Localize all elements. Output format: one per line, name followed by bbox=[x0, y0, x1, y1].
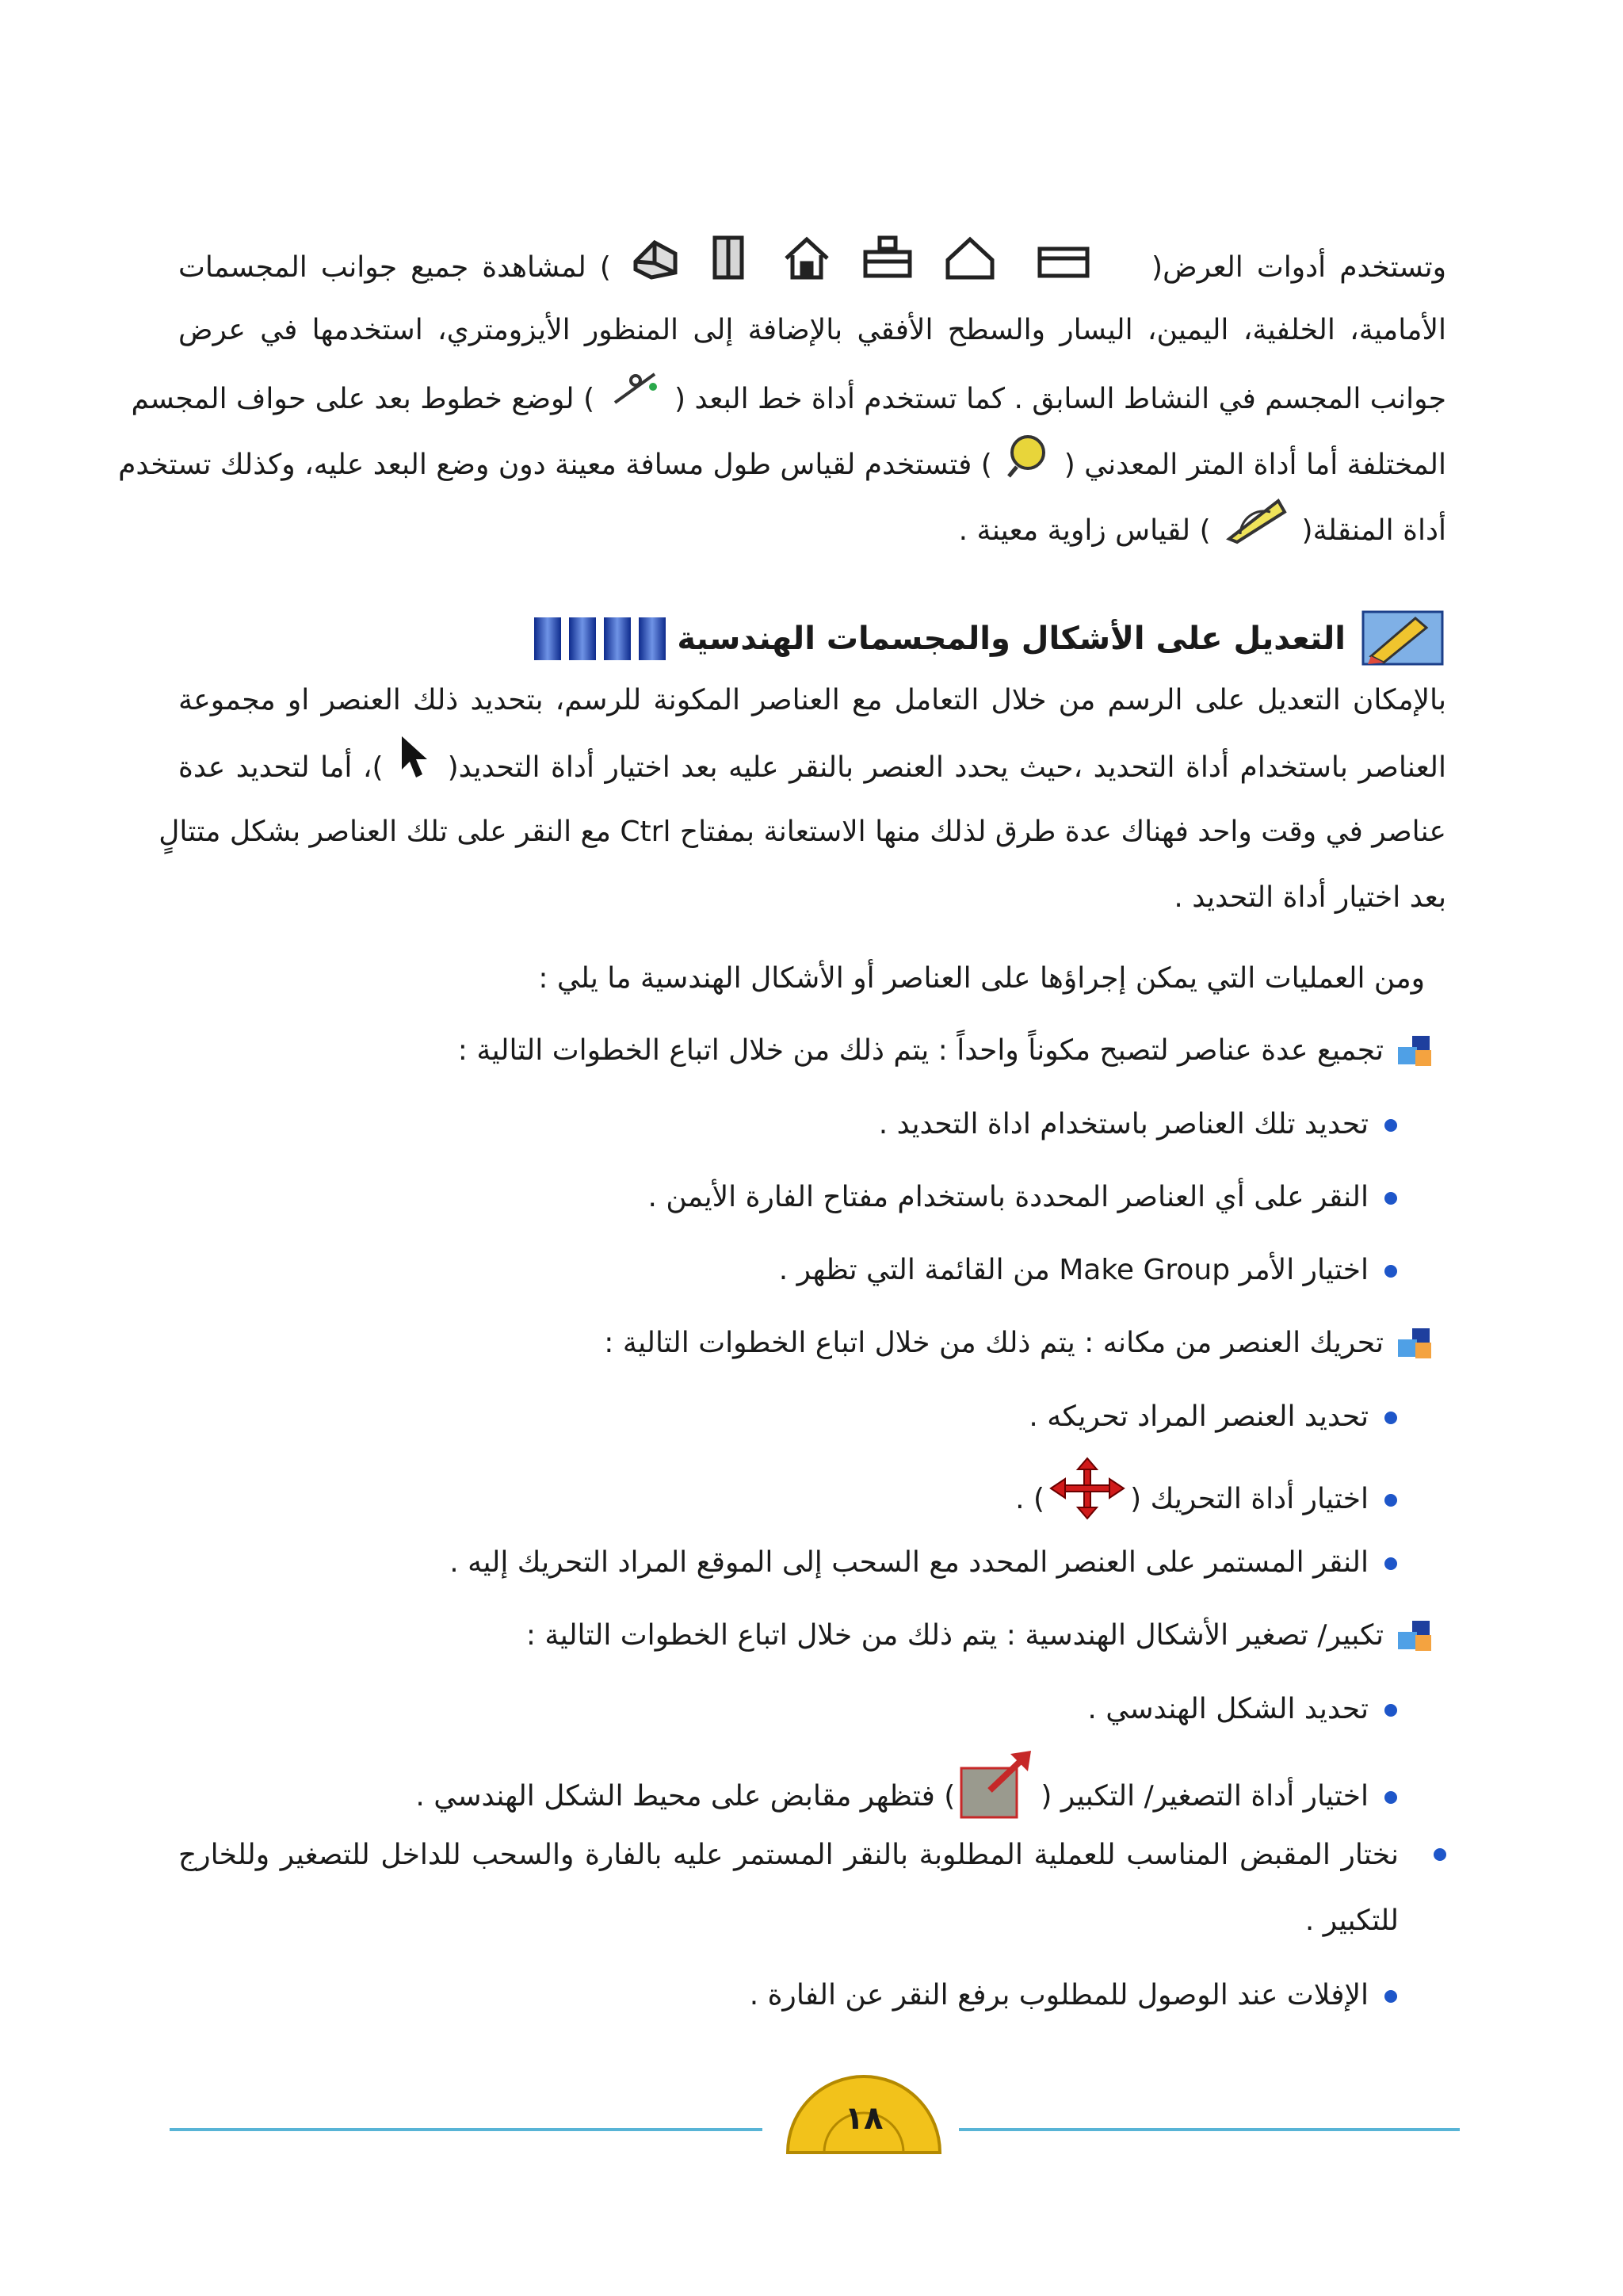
scale-step-3 bbox=[178, 1822, 1446, 1954]
blue-square-bullet-icon bbox=[1393, 1621, 1431, 1652]
bullet-dot bbox=[1434, 1848, 1446, 1861]
group-step-1 bbox=[879, 1091, 1397, 1157]
move-step-3 bbox=[449, 1530, 1397, 1595]
edit-line-4: بعد اختيار أداة التحديد . bbox=[1174, 881, 1446, 914]
blue-square-bullet-icon bbox=[1393, 1328, 1431, 1360]
home-view-icon bbox=[786, 239, 827, 277]
right-view-icon bbox=[948, 239, 992, 277]
section-heading bbox=[534, 605, 1450, 673]
move-step-3-text: النقر المستمر على العنصر المحدد مع السحب إلى الموقع المراد التحريك إليه . bbox=[449, 1546, 1369, 1579]
left-view-icon bbox=[715, 238, 742, 277]
move-heading bbox=[604, 1310, 1431, 1376]
footer-line-right bbox=[959, 2128, 1460, 2131]
page-number: ١٨ bbox=[844, 2100, 884, 2137]
move-title: تحريك العنصر من مكانه : يتم ذلك من خلال اتباع الخطوات التالية : bbox=[604, 1327, 1384, 1359]
bullet-dot bbox=[1384, 1412, 1397, 1424]
move-step-1-text: تحديد العنصر المراد تحريكه . bbox=[1029, 1400, 1369, 1433]
intro-line-1 bbox=[178, 231, 1446, 297]
move-step-2a: اختيار أداة التحريك ( bbox=[1130, 1483, 1369, 1515]
group-title: تجميع عدة عناصر لتصبح مكوناً واحداً : يتم ذلك من خلال اتباع الخطوات التالية : bbox=[457, 1034, 1384, 1067]
blue-square-bullet-icon bbox=[1393, 1036, 1431, 1068]
view-toolbar-icon bbox=[628, 231, 1135, 282]
intro-paragraph bbox=[118, 231, 1446, 560]
group-step-3-text: اختيار الأمر Make Group من القائمة التي تظهر . bbox=[778, 1254, 1369, 1286]
scale-heading bbox=[526, 1603, 1431, 1668]
scale-title: تكبير/ تصغير الأشكال الهندسية : يتم ذلك من خلال اتباع الخطوات التالية : bbox=[525, 1619, 1384, 1652]
operations-intro: ومن العمليات التي يمكن إجراؤها على العناصر أو الأشكال الهندسية ما يلي : bbox=[538, 962, 1425, 995]
bullet-dot bbox=[1384, 1791, 1397, 1804]
section-title: التعديل على الأشكال والمجسمات الهندسية bbox=[677, 621, 1346, 657]
intro-line-4a: المختلفة أما أداة المتر المعدني ( bbox=[1064, 449, 1446, 481]
select-arrow-icon bbox=[397, 733, 433, 804]
group-step-2 bbox=[647, 1164, 1397, 1230]
dimension-tool-icon bbox=[607, 363, 663, 437]
intro-line-2: الأمامية، الخلفية، اليمين، اليسار والسطح الأفقي بالإضافة إلى المنظور الأيزومتري، استخدمها في عرض bbox=[178, 314, 1446, 346]
intro-line-3a: جوانب المجسم في النشاط السابق . كما تستخدم أداة خط البعد ( bbox=[674, 383, 1446, 415]
intro-line-5b: ) لقياس زاوية معينة . bbox=[958, 514, 1211, 547]
top-view-icon bbox=[865, 238, 910, 276]
group-step-3 bbox=[779, 1237, 1397, 1303]
group-step-2-text: النقر على أي العناصر المحددة باستخدام مفتاح الفارة الأيمن . bbox=[647, 1181, 1369, 1213]
scale-step-1-text: تحديد الشكل الهندسي . bbox=[1087, 1693, 1369, 1725]
intro-line-4 bbox=[118, 429, 1446, 495]
edit-line-2b: )، أما لتحديد عدة bbox=[178, 751, 384, 784]
heading-bar bbox=[569, 617, 596, 660]
bullet-dot bbox=[1384, 1990, 1397, 2003]
scale-step-3-line-1 bbox=[178, 1822, 1446, 1888]
bullet-dot bbox=[1384, 1704, 1397, 1717]
heading-bars bbox=[534, 617, 666, 660]
protractor-icon bbox=[1223, 495, 1289, 569]
iso-view-icon bbox=[636, 243, 675, 277]
scale-step-2 bbox=[415, 1749, 1397, 1815]
move-step-1 bbox=[1029, 1384, 1397, 1450]
intro-line-4b: ) فتستخدم لقياس طول مسافة معينة دون وضع البعد عليه، وكذلك تستخدم bbox=[118, 449, 992, 481]
heading-bar bbox=[604, 617, 631, 660]
bullet-dot bbox=[1384, 1192, 1397, 1205]
heading-bar bbox=[534, 617, 561, 660]
footer-line-left bbox=[170, 2128, 762, 2131]
scale-step-3-line-2: للتكبير . bbox=[1304, 1904, 1399, 1937]
bullet-dot bbox=[1384, 1494, 1397, 1507]
intro-line-3 bbox=[131, 363, 1446, 429]
edit-line-1: بالإمكان التعديل على الرسم من خلال التعامل مع العناصر المكونة للرسم، بتحديد ذلك العنصر او مجموعة bbox=[178, 684, 1446, 716]
edit-paragraph bbox=[158, 667, 1446, 930]
bullet-dot bbox=[1384, 1557, 1397, 1570]
intro-line-5a: أداة المنقلة( bbox=[1301, 514, 1446, 547]
bullet-dot bbox=[1384, 1265, 1397, 1278]
edit-line-2a: العناصر باستخدام أداة التحديد ،حيث يحدد العنصر بالنقر عليه بعد اختيار أداة التحديد( bbox=[447, 751, 1446, 784]
edit-line-3: عناصر في وقت واحد فهناك عدة طرق لذلك منها الاستعانة بمفتاح Ctrl مع النقر على تلك العناصر بشكل متتالٍ bbox=[158, 816, 1446, 848]
intro-line-1b: ) لمشاهدة جميع جوانب المجسمات bbox=[178, 251, 611, 284]
edit-line-2 bbox=[178, 733, 1446, 799]
view-tools-icons bbox=[628, 231, 1135, 306]
scale-step-1 bbox=[1087, 1676, 1397, 1742]
scale-step-4 bbox=[750, 1962, 1397, 2028]
scale-step-3a: نختار المقبض المناسب للعملية المطلوبة بالنقر المستمر عليه بالفارة والسحب للداخل للتصغير وللخارج bbox=[178, 1839, 1399, 1871]
group-heading bbox=[458, 1018, 1431, 1083]
drawing-section-icon bbox=[1360, 607, 1447, 670]
bullet-dot bbox=[1384, 1119, 1397, 1132]
move-step-2b: ) . bbox=[1015, 1483, 1045, 1515]
intro-line-1a: وتستخدم أدوات العرض( bbox=[1151, 251, 1446, 284]
scale-step-2a: اختيار أداة التصغير/ التكبير ( bbox=[1041, 1780, 1369, 1813]
group-step-1-text: تحديد تلك العناصر باستخدام اداة التحديد . bbox=[878, 1108, 1369, 1140]
intro-line-5 bbox=[178, 495, 1446, 560]
intro-line-3b: ) لوضع خطوط بعد على حواف المجسم bbox=[131, 383, 595, 415]
heading-bar bbox=[639, 617, 666, 660]
scale-step-4-text: الإفلات عند الوصول للمطلوب برفع النقر عن الفارة . bbox=[749, 1979, 1369, 2011]
tape-measure-icon bbox=[1004, 429, 1052, 503]
front-view-icon bbox=[1040, 249, 1087, 276]
scale-step-2b: ) فتظهر مقابض على محيط الشكل الهندسي . bbox=[415, 1780, 956, 1813]
move-step-2 bbox=[1015, 1457, 1397, 1522]
